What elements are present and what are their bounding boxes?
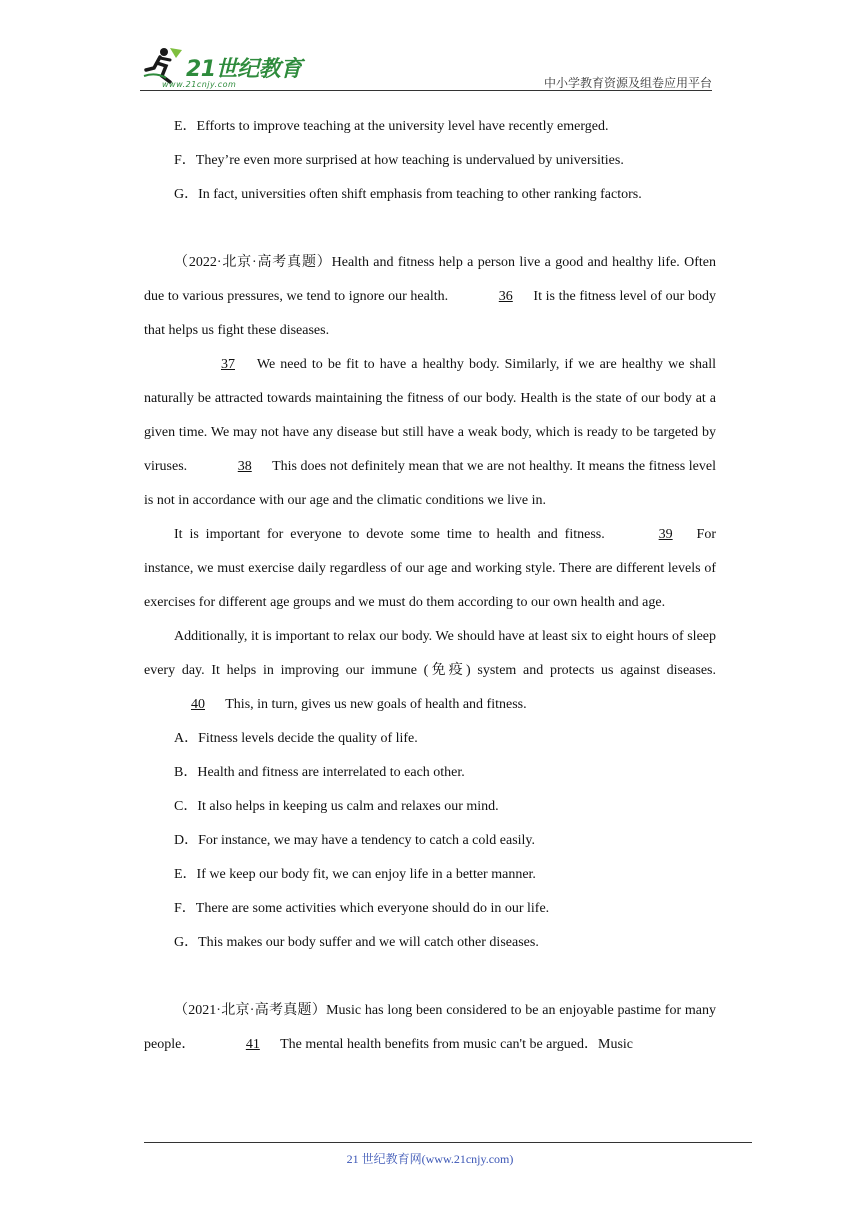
- text-run: It is important for everyone to devote some time to health and fitness.: [174, 527, 612, 542]
- passage2-paragraph-4: [144, 620, 716, 722]
- option-a: A．Fitness levels decide the quality of life.: [174, 731, 418, 746]
- blank-36: 36: [498, 289, 513, 304]
- option-g-1: G．In fact, universities often shift emphasis from teaching to other ranking factors.: [174, 187, 642, 202]
- option-f-1: F．They’re even more surprised at how teaching is undervalued by universities.: [174, 153, 624, 168]
- blank-40: 40: [191, 697, 205, 712]
- logo: [140, 46, 310, 90]
- page-header: [140, 40, 712, 90]
- blank-41: 41: [245, 1037, 260, 1052]
- text-run: For instance, we must exercise daily regardless of our age and working style. There are different levels of exercises for different age groups and we must do them according to our own health and age.: [144, 527, 716, 610]
- option-c: C．It also helps in keeping us calm and relaxes our mind.: [174, 799, 499, 814]
- text-run: This does not definitely mean that we are not healthy. It means the fitness level is not in accordance with our age and the climatic conditions we live in.: [144, 459, 716, 508]
- text-run: Additionally, it is important to relax our body. We should have at least six to eight hours of sleep every day. It helps in improving our immune (免疫) system and protects us against diseases.: [144, 629, 716, 678]
- header-divider: [140, 90, 712, 91]
- text-run: The mental health benefits from music can't be argued．Music: [276, 1037, 634, 1052]
- option-g: G．This makes our body suffer and we will catch other diseases.: [174, 935, 539, 950]
- text-run: （2022·北京·高考真题）Health and fitness help a person live a good and healthy life. Often due to various pressures, we tend to ignore our health.: [144, 255, 716, 304]
- spacer: [144, 960, 716, 994]
- blank-37: 37: [221, 357, 235, 372]
- header-platform-text: 中小学教育资源及组卷应用平台: [543, 76, 712, 90]
- spacer: [144, 212, 716, 246]
- passage2-paragraph-1: [144, 246, 716, 348]
- passage2-paragraph-2: [144, 348, 716, 518]
- logo-url: www.21cnjy.com: [162, 80, 237, 89]
- footer-text: 21 世纪教育网(www.21cnjy.com): [346, 1152, 514, 1166]
- passage3-paragraph-1: [144, 994, 716, 1062]
- option-e-1: E．Efforts to improve teaching at the university level have recently emerged.: [174, 119, 609, 134]
- option-d: D．For instance, we may have a tendency to catch a cold easily.: [174, 833, 536, 848]
- footer-divider: [144, 1142, 752, 1143]
- text-run: （2021·北京·高考真题）Music has long been considered to be an enjoyable pastime for many people．: [144, 1003, 716, 1052]
- text-run: This, in turn, gives us new goals of health and fitness.: [222, 697, 527, 712]
- text-run: We need to be fit to have a healthy body. Similarly, if we are healthy we shall naturally be attracted towards maintaining the fitness of our body. Health is the state of our body at a given time. We may not have any disease but still have a weak body, which is ready to be targeted by viruses.: [144, 357, 716, 474]
- option-b: B．Health and fitness are interrelated to each other.: [174, 765, 465, 780]
- option-e: E．If we keep our body fit, we can enjoy life in a better manner.: [174, 867, 536, 882]
- passage2-paragraph-3: [144, 518, 716, 620]
- blank-39: 39: [658, 527, 673, 542]
- blank-38: 38: [237, 459, 252, 474]
- option-f: F．There are some activities which everyone should do in our life.: [174, 901, 550, 916]
- logo-text: 21世纪教育: [186, 57, 302, 82]
- text-run: It is the fitness level of our body that helps us fight these diseases.: [144, 289, 716, 338]
- document-body: [144, 110, 716, 1062]
